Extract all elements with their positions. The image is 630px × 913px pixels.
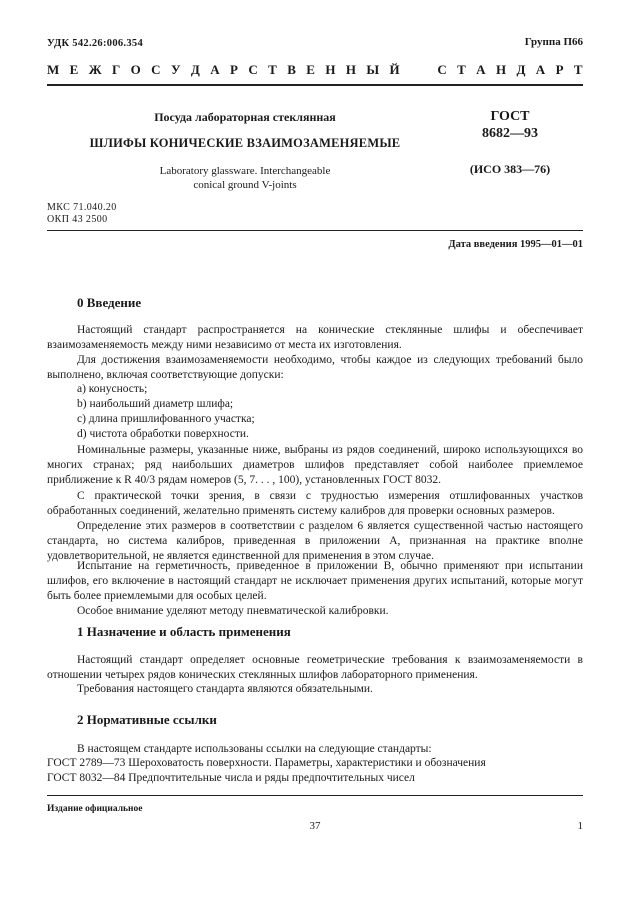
page-number: 37 (309, 820, 321, 832)
banner-letter: Ж (88, 62, 102, 77)
banner-letter: Р (230, 62, 238, 77)
interstate-standard-banner (47, 62, 583, 78)
banner-letter: Г (111, 62, 121, 77)
banner-letter: С (151, 62, 161, 77)
banner-letter: О (130, 62, 141, 77)
normative-reference-2: ГОСТ 8032—84 Предпочтительные числа и ряды предпочтительных чисел (47, 772, 415, 784)
section-0-paragraph-7: Особое внимание уделяют методу пневматической калибровки. (77, 605, 389, 617)
codes-rule (47, 230, 583, 231)
header-rule (47, 84, 583, 86)
mks-code: МКС 71.040.20 (47, 202, 117, 213)
banner-letter: В (287, 62, 296, 77)
doc-title-en-line1: Laboratory glassware. Interchangeable (159, 165, 331, 177)
banner-letter: Т (573, 62, 583, 77)
okp-code: ОКП 43 2500 (47, 214, 108, 225)
section-1-title: 1 Назначение и область применения (77, 624, 291, 639)
official-edition-label: Издание официальное (47, 804, 143, 814)
iso-reference: (ИСО 383—76) (469, 162, 551, 176)
list-item: c) длина пришлифованного участка; (77, 413, 255, 425)
section-0-paragraph-1: Настоящий стандарт распространяется на конические стеклянные шлифы и обеспечивает взаимозаменяемость между ними независимо от места их изготовления. (47, 324, 583, 352)
banner-letter: Т (268, 62, 277, 77)
banner-letter: С (248, 62, 258, 77)
banner-letter: Н (345, 62, 356, 77)
banner-letter: А (210, 62, 220, 77)
banner-letter: М (47, 62, 60, 77)
section-1-paragraph-1: Настоящий стандарт определяет основные геометрические требования к взаимозаменяемости в отношении четырех рядов конических стеклянных шлифов лабораторного применения. (47, 654, 583, 682)
banner-letter (424, 62, 427, 78)
banner-letter: С (437, 62, 447, 77)
banner-letter: Д (190, 62, 200, 77)
doc-title: ШЛИФЫ КОНИЧЕСКИЕ ВЗАИМОЗАМЕНЯЕМЫЕ (89, 136, 401, 150)
banner-letter: У (170, 62, 181, 77)
list-item: d) чистота обработки поверхности. (77, 428, 249, 440)
banner-letter: А (535, 62, 546, 77)
section-2-title: 2 Нормативные ссылки (77, 712, 217, 727)
normative-reference-1: ГОСТ 2789—73 Шероховатость поверхности. Параметры, характеристики и обозначения (47, 757, 486, 769)
banner-letter: Й (389, 62, 400, 77)
list-item: a) конусность; (77, 383, 148, 395)
banner-letter: Ы (366, 62, 380, 77)
banner-letter: Н (325, 62, 336, 77)
classification-codes (47, 202, 117, 226)
introduction-date: Дата введения 1995—01—01 (448, 239, 583, 250)
list-item: b) наибольший диаметр шлифа; (77, 398, 234, 410)
gost-label: ГОСТ (490, 109, 530, 124)
section-2-paragraph-1: В настоящем стандарте использованы ссылки на следующие стандарты: (77, 743, 432, 755)
section-0-paragraph-5: Определение этих размеров в соответствии с разделом 6 является существенной частью настоящего стандарта, но система калибров, приведенная в приложении А, признанная на практике вполне удовлетворительной, не является единственной для применения в этом случае. (47, 520, 583, 563)
banner-letter (410, 62, 413, 78)
section-0-paragraph-6: Испытание на герметичность, приведенное в приложении В, обычно применяют при испытании шлифов, его включение в настоящий стандарт не исключает применения других испытаний, которые могут быть более приемлемыми для особых целей. (47, 560, 583, 603)
gost-number (440, 108, 580, 142)
sheet-number: 1 (577, 820, 583, 832)
banner-letter: Р (555, 62, 564, 77)
gost-code: 8682—93 (482, 126, 538, 141)
banner-letter: Е (69, 62, 79, 77)
footer-rule (47, 795, 583, 796)
section-0-paragraph-3: Номинальные размеры, указанные ниже, выбраны из рядов соединений, широко использующихся во многих странах; ряд наибольших диаметров шлифов представляет собой наиболее приемлемое приближение к R 40/3 рядам номеров (5, 7. . . , 100), установленных ГОСТ 8032. (47, 444, 583, 487)
banner-letter: Н (495, 62, 507, 77)
section-1-paragraph-2: Требования настоящего стандарта являются обязательными. (77, 683, 373, 695)
doc-title-en-line2: conical ground V-joints (193, 179, 297, 191)
banner-letter: Т (457, 62, 466, 77)
section-0-paragraph-4: С практической точки зрения, в связи с трудностью измерения отшлифованных участков обработанных соединений, желательно применять систему калибров для проверки основных размеров. (47, 490, 583, 518)
section-0-paragraph-2: Для достижения взаимозаменяемости необходимо, чтобы каждое из следующих требований было выполнено, включая соответствующие допуски: (47, 354, 583, 382)
banner-letter: Д (516, 62, 526, 77)
udk-code: УДК 542.26:006.354 (47, 38, 144, 49)
group-code: Группа П66 (524, 36, 583, 48)
section-0-title: 0 Введение (77, 295, 142, 310)
banner-letter: А (476, 62, 486, 77)
banner-letter: Е (306, 62, 315, 77)
doc-subtitle: Посуда лабораторная стеклянная (154, 110, 336, 124)
